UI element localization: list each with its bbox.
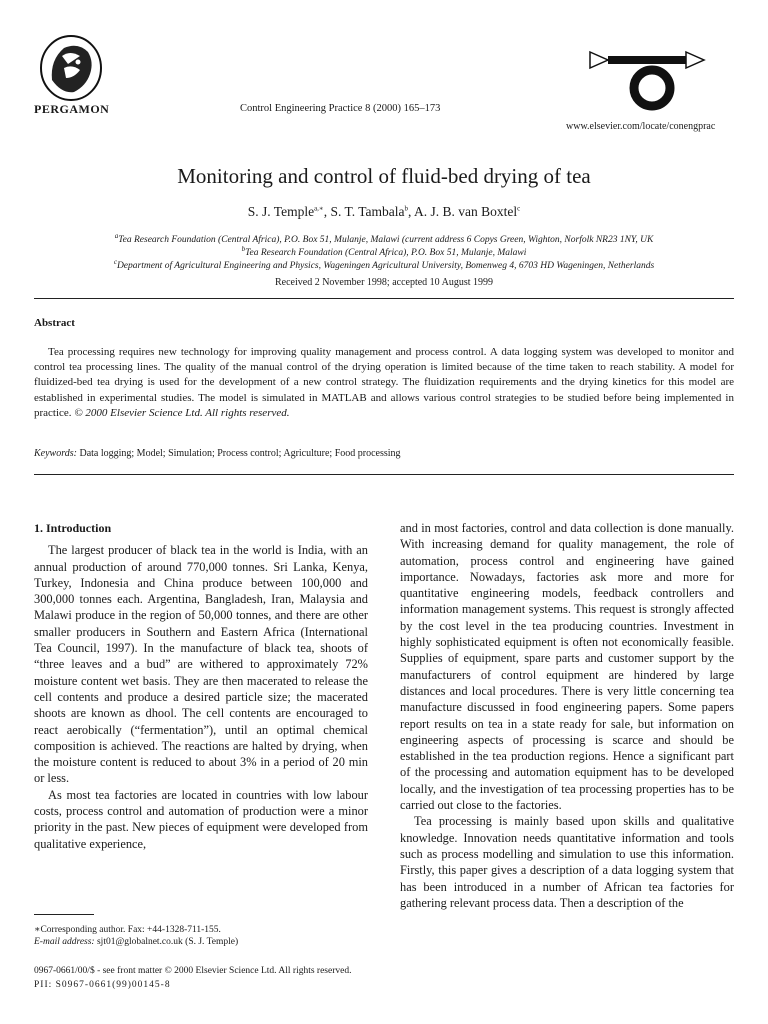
keywords-label: Keywords: xyxy=(34,448,77,459)
paragraph: and in most factories, control and data collection is done manually. With increasing demand for quality management, the role of automation, process control and engineering have gained importance. Nowadays, factories ask more and more for quantitative engineering models, feedback controllers and information management systems. This request is strongly affected by the cost level in the tea producing countries. Investment in highly sophisticated equipment is often not economically feasible. Supplies of equipment, spare parts and customer support by the manufacturers of control equipment are hindered by large distances and local procedures. There is very little concerning tea manufacture discussed in food engineering papers. Some papers report results on tea in a state ready for sale, but information on engineering aspects of processing is scarce and should be established in the tea production regions. Hence a significant part of the processing and automation equipment has to be developed locally, and the investigation of tea processing properties has to be carried out close to the factories. xyxy=(400,521,734,813)
abstract-heading: Abstract xyxy=(34,317,75,329)
received-dates: Received 2 November 1998; accepted 10 August 1999 xyxy=(275,277,493,288)
affiliation-mark: a xyxy=(114,232,119,240)
section-heading: 1. Introduction xyxy=(34,521,112,535)
right-column xyxy=(400,520,734,911)
keywords xyxy=(34,448,734,459)
paragraph: As most tea factories are located in countries with low labour costs, process control and automation of production were a minor priority in the past. New pieces of equipment were developed from qualitative experience, xyxy=(34,787,368,851)
affiliation-mark: c xyxy=(113,258,117,266)
abstract-copyright: © 2000 Elsevier Science Ltd. All rights reserved. xyxy=(74,406,290,419)
front-matter-notice: 0967-0661/00/$ - see front matter © 2000 Elsevier Science Ltd. All rights reserved. xyxy=(34,966,352,976)
author-name: S. T. Tambala xyxy=(330,204,405,219)
email-label: E-mail address: xyxy=(34,937,95,947)
article-title: Monitoring and control of fluid-bed drying of tea xyxy=(177,164,591,188)
pii-code: PII: S0967-0661(99)00145-8 xyxy=(34,980,171,990)
keywords-list: Data logging; Model; Simulation; Process control; Agriculture; Food processing xyxy=(79,448,401,459)
pergamon-logo-icon xyxy=(34,34,108,102)
author-name: S. J. Temple xyxy=(247,204,315,219)
affiliation-text: Tea Research Foundation (Central Africa), P.O. Box 51, Mulanje, Malawi (current address 6 Copys Green, Wighton, Norfolk NR23 1NY, UK xyxy=(118,235,654,246)
footnote-email xyxy=(34,937,238,947)
footnote-corresponding: ∗Corresponding author. Fax: +44-1328-711-155. xyxy=(34,925,221,935)
affiliation xyxy=(0,232,768,245)
divider xyxy=(34,474,734,475)
author-affil-mark: b xyxy=(404,204,408,213)
abstract-body: Tea processing requires new technology for improving quality management and process control. A data logging system was developed to monitor and control tea processing lines. The quality of the manual control of the drying operation is limited because of the time taken to reach stability. A model for fluidized-bed tea drying is used for the development of a new control strategy. The fluidization requirements and the drying kinetics for this model are established in experimental studies. The model is simulated in MATLAB and allows various control strategies to be studied before being implemented in practice. xyxy=(34,346,734,419)
author-name: A. J. B. van Boxtel xyxy=(414,204,518,219)
journal-url[interactable]: www.elsevier.com/locate/conengprac xyxy=(566,121,716,132)
affiliation-text: Tea Research Foundation (Central Africa), P.O. Box 51, Mulanje, Malawi xyxy=(245,248,527,259)
footnote-rule xyxy=(34,914,94,915)
affiliation-text: Department of Agricultural Engineering and Physics, Wageningen Agricultural University, Bomenweg 4, 6703 HD Wageningen, Netherlands xyxy=(116,261,655,272)
paragraph: The largest producer of black tea in the world is India, with an annual production of around 770,000 tonnes. Sri Lanka, Kenya, Turkey, Indonesia and China produce between 100,000 and 300,000 tonnes each. Argentina, Bangladesh, Iran, Malaysia and Malawi produce in the region of 50,000 tonnes, and there are other smaller producers in Southern and Eastern Africa (International Tea Council, 1997). In the manufacture of black tea, shoots of “three leaves and a bud” are withered to approximately 72% moisture content wet basis. They are then macerated to release the cell contents and produce a desired particle size; the macerated shoots are known as dhool. The cell contents are encouraged to react aerobically (“fermentation”), until an optimal chemical composition is achieved. The reactions are halted by drying, when the moisture content is reduced to about 3% in a period of 20 min or less. xyxy=(34,543,368,786)
affiliation xyxy=(0,245,768,258)
author-affil-mark: c xyxy=(517,204,521,213)
author-separator: , xyxy=(323,204,331,219)
paragraph: Tea processing is mainly based upon skills and qualitative knowledge. Innovation needs quantitative information and tools such as process modelling and simulation to use this information. Firstly, this paper gives a description of a data logging system that has been introduced in a number of African tea factories for gathering relevant process data. Then a description of the xyxy=(400,814,734,910)
divider xyxy=(34,298,734,299)
affiliation-mark: b xyxy=(241,245,246,253)
email-address[interactable]: sjt01@globalnet.co.uk (S. J. Temple) xyxy=(96,937,239,947)
journal-emblem-icon xyxy=(588,48,716,114)
left-column xyxy=(34,520,368,852)
publisher-name: PERGAMON xyxy=(34,102,110,116)
journal-citation: Control Engineering Practice 8 (2000) 165–173 xyxy=(240,103,441,114)
author-list xyxy=(0,204,768,220)
abstract-text xyxy=(34,345,734,421)
author-affil-mark: a,∗ xyxy=(314,204,324,213)
author-separator: , xyxy=(407,204,414,219)
affiliation xyxy=(0,258,768,271)
